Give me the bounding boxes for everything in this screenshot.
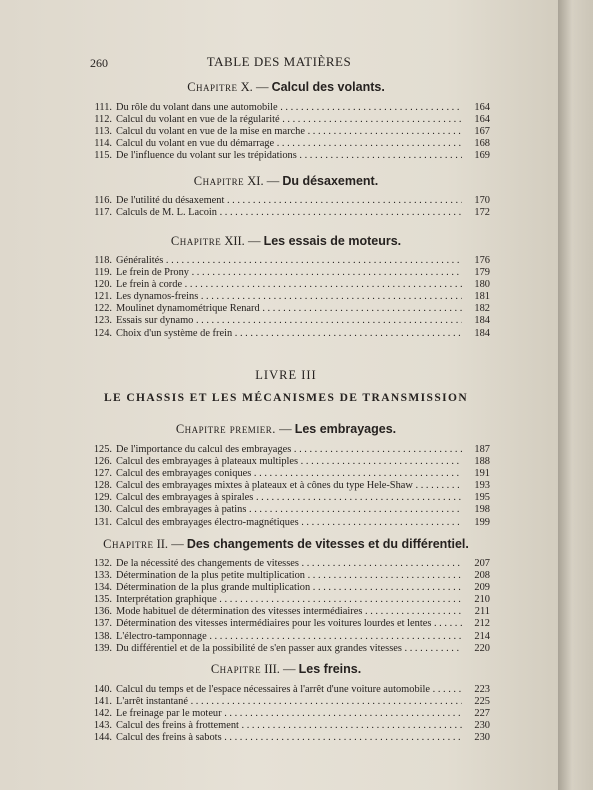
toc-entry[interactable]: 117. Calculs de M. L. Lacoin . . . 172 — [88, 207, 490, 219]
toc-entry[interactable]: 121. Les dynamos-freins . . . 181 — [88, 291, 490, 303]
toc-list-chapter-x — [88, 102, 490, 162]
chapter-heading-i: Chapitre premier. — Les embrayages. — [175, 422, 397, 436]
toc-entry[interactable]: 137. Détermination des vitesses intermédiaires pour les voitures lourdes et lentes . . . 212 — [88, 618, 490, 630]
toc-entry[interactable]: 130. Calcul des embrayages à patins . . . 198 — [88, 504, 490, 516]
toc-entry[interactable]: 119. Le frein de Prony . . . 179 — [88, 267, 490, 279]
chapter-heading-ii: Chapitre II. — Des changements de vitesses et du différentiel. — [103, 537, 469, 551]
toc-entry[interactable]: 144. Calcul des freins à sabots . . . 230 — [88, 732, 490, 744]
toc-entry[interactable]: 139. Du différentiel et de la possibilité de s'en passer aux grandes vitesses . . . 220 — [88, 643, 490, 655]
toc-entry[interactable]: 118. Généralités . . . 176 — [88, 255, 490, 267]
livre-label: LIVRE III — [255, 368, 317, 382]
toc-list-chapter-iii — [88, 684, 490, 744]
page-number: 260 — [90, 56, 108, 70]
toc-entry[interactable]: 126. Calcul des embrayages à plateaux multiples . . . 188 — [88, 456, 490, 468]
toc-entry[interactable]: 141. L'arrêt instantané . . . 225 — [88, 696, 490, 708]
toc-entry[interactable]: 128. Calcul des embrayages mixtes à plateaux et à cônes du type Hele-Shaw . . . 193 — [88, 480, 490, 492]
chapter-heading-xi: Chapitre XI. — Du désaxement. — [193, 174, 379, 188]
toc-entry[interactable]: 122. Moulinet dynamométrique Renard . . . 182 — [88, 303, 490, 315]
page-header — [0, 52, 558, 72]
toc-list-chapter-xi — [88, 195, 490, 219]
toc-entry[interactable]: 140. Calcul du temps et de l'espace nécessaires à l'arrêt d'une voiture automobile . . . 223 — [88, 684, 490, 696]
book-gutter — [558, 0, 593, 790]
toc-entry[interactable]: 112. Calcul du volant en vue de la régularité . . . 164 — [88, 114, 490, 126]
toc-entry[interactable]: 123. Essais sur dynamo . . . 184 — [88, 315, 490, 327]
toc-entry[interactable]: 125. De l'importance du calcul des embrayages . . . 187 — [88, 444, 490, 456]
toc-entry[interactable]: 113. Calcul du volant en vue de la mise en marche . . . 167 — [88, 126, 490, 138]
toc-entry[interactable]: 124. Choix d'un système de frein . . . 184 — [88, 328, 490, 340]
livre-subtitle: LE CHASSIS ET LES MÉCANISMES DE TRANSMISSION — [103, 392, 469, 404]
toc-entry[interactable]: 143. Calcul des freins à frottement . . . 230 — [88, 720, 490, 732]
toc-entry[interactable]: 116. De l'utilité du désaxement . . . 170 — [88, 195, 490, 207]
toc-entry[interactable]: 136. Mode habituel de détermination des vitesses intermédiaires . . . 211 — [88, 606, 490, 618]
toc-entry[interactable]: 132. De la nécessité des changements de vitesses . . . 207 — [88, 558, 490, 570]
chapter-heading-x: Chapitre X. — Calcul des volants. — [187, 80, 385, 94]
toc-entry[interactable]: 120. Le frein à corde . . . 180 — [88, 279, 490, 291]
toc-list-chapter-ii — [88, 558, 490, 655]
chapter-heading-xii: Chapitre XII. — Les essais de moteurs. — [170, 234, 402, 248]
toc-entry[interactable]: 138. L'électro-tamponnage . . . 214 — [88, 631, 490, 643]
toc-entry[interactable]: 134. Détermination de la plus grande multiplication . . . 209 — [88, 582, 490, 594]
toc-entry[interactable]: 133. Détermination de la plus petite multiplication . . . 208 — [88, 570, 490, 582]
toc-entry[interactable]: 114. Calcul du volant en vue du démarrage . . . 168 — [88, 138, 490, 150]
toc-entry[interactable]: 131. Calcul des embrayages électro-magnétiques . . . 199 — [88, 517, 490, 529]
toc-entry[interactable]: 142. Le freinage par le moteur . . . 227 — [88, 708, 490, 720]
chapter-heading-iii: Chapitre III. — Les freins. — [210, 662, 362, 676]
toc-entry[interactable]: 135. Interprétation graphique . . . 210 — [88, 594, 490, 606]
running-title: TABLE DES MATIÈRES — [206, 54, 352, 69]
toc-entry[interactable]: 115. De l'influence du volant sur les trépidations . . . 169 — [88, 150, 490, 162]
toc-entry[interactable]: 127. Calcul des embrayages coniques . . . 191 — [88, 468, 490, 480]
toc-entry[interactable]: 129. Calcul des embrayages à spirales . . . 195 — [88, 492, 490, 504]
toc-list-chapter-xii — [88, 255, 490, 340]
toc-list-chapter-i — [88, 444, 490, 529]
toc-entry[interactable]: 111. Du rôle du volant dans une automobile . . . 164 — [88, 102, 490, 114]
